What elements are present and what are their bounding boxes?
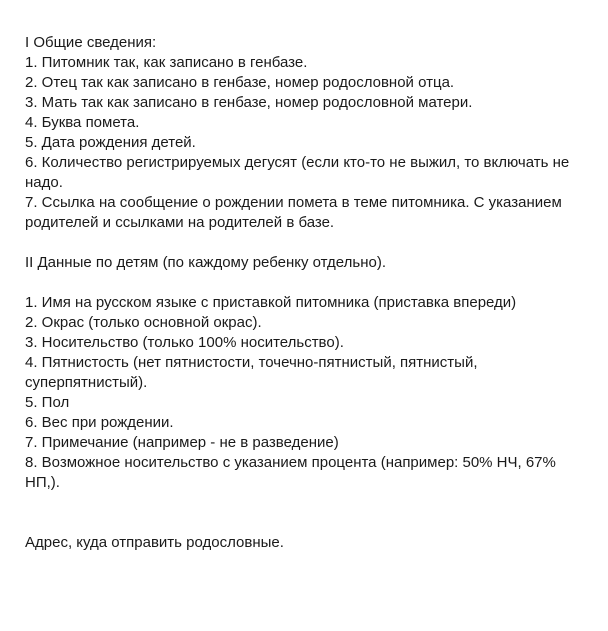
section2-item-2: 2. Окрас (только основной окрас). bbox=[25, 314, 262, 331]
section1-item-5: 5. Дата рождения детей. bbox=[25, 134, 196, 151]
section1-item-2: 2. Отец так как записано в генбазе, номер родословной отца. bbox=[25, 74, 455, 91]
section2-item-6: 6. Вес при рождении. bbox=[25, 414, 174, 431]
address-line: Адрес, куда отправить родословные. bbox=[25, 534, 284, 551]
spacer bbox=[25, 273, 585, 293]
section2-item-7: 7. Примечание (например - не в разведение) bbox=[25, 434, 339, 451]
section1-item-1: 1. Питомник так, как записано в генбазе. bbox=[25, 54, 308, 71]
spacer bbox=[25, 493, 585, 533]
section1-heading: I Общие сведения: bbox=[25, 34, 157, 51]
section2-item-8: 8. Возможное носительство с указанием процента (например: 50% НЧ, 67% НП,). bbox=[25, 454, 556, 491]
section2-heading: II Данные по детям (по каждому ребенку отдельно). bbox=[25, 254, 387, 271]
spacer bbox=[25, 233, 585, 253]
document-body bbox=[25, 33, 585, 553]
section1-item-4: 4. Буква помета. bbox=[25, 114, 140, 131]
section1-item-3: 3. Мать так как записано в генбазе, номер родословной матери. bbox=[25, 94, 473, 111]
section2-item-1: 1. Имя на русском языке с приставкой питомника (приставка впереди) bbox=[25, 294, 517, 311]
section2-item-3: 3. Носительство (только 100% носительство). bbox=[25, 334, 344, 351]
section2-item-5: 5. Пол bbox=[25, 394, 70, 411]
section2-item-4: 4. Пятнистость (нет пятнистости, точечно-пятнистый, пятнистый, суперпятнистый). bbox=[25, 354, 478, 391]
section1-item-7: 7. Ссылка на сообщение о рождении помета в теме питомника. С указанием родителей и ссылками на родителей в базе. bbox=[25, 194, 562, 231]
section1-item-6: 6. Количество регистрируемых дегусят (если кто-то не выжил, то включать не надо. bbox=[25, 154, 570, 191]
